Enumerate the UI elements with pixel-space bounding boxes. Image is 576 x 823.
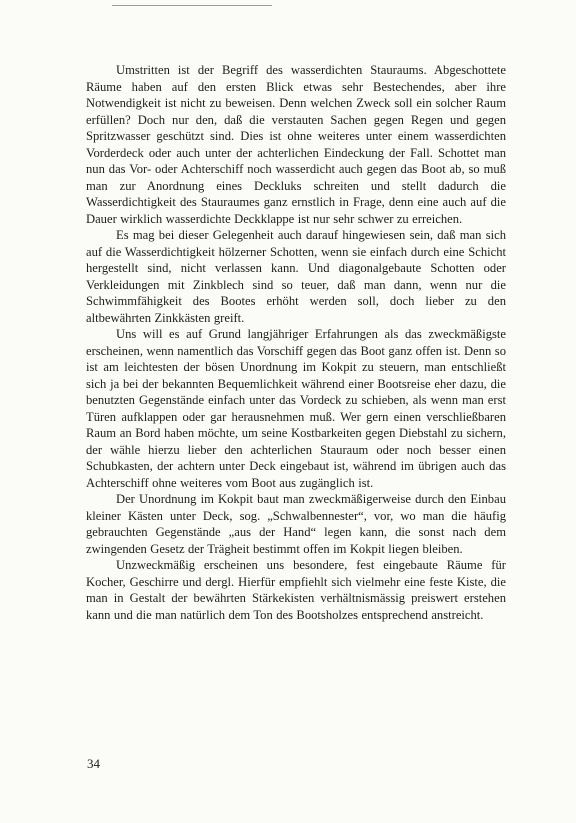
paragraph-schotten: Es mag bei dieser Gelegenheit auch darauf hingewiesen sein, daß man sich auf die Wasserdichtigkeit hölzerner Schotten, wenn sie einfach durch eine Schicht hergestellt sind, nicht verlassen kann. Und diagonalgebaute Schotten oder Verkleidungen mit Zinkblech sind so teuer, daß man dann, wenn nur die Schwimmfähigkeit des Bootes erhöht werden soll, doch lieber zu den altbewährten Zinkkästen greift. (86, 228, 506, 325)
page-number: 34 (87, 756, 100, 771)
paragraph-stauraum: Umstritten ist der Begriff des wasserdichten Stauraums. Abgeschottete Räume haben auf den ersten Blick etwas sehr Bestechendes, aber ihre Notwendigkeit ist nicht zu beweisen. Denn welchen Zweck soll ein solcher Raum erfüllen? Doch nur den, daß die verstauten Sachen gegen Regen und gegen Spritzwasser geschützt sind. Dies ist ohne weiteres unter einem wasserdichten Vorderdeck oder auch unter der achterlichen Eindeckung der Fall. Schottet man nun das Vor- oder Achterschiff noch wasserdicht auch gegen das Boot ab, so muß man zur Anordnung eines Deckluks schreiten und stellt dadurch die Wasserdichtigkeit des Stauraumes ganz ernstlich in Frage, denn eine auch auf die Dauer wirklich wasserdichte Deckklappe ist nur sehr schwer zu erreichen. (86, 63, 506, 226)
paragraph-kocher: Unzweckmäßig erscheinen uns besondere, fest eingebaute Räume für Kocher, Geschirre und dergl. Hierfür empfiehlt sich vielmehr eine feste Kiste, die man in Gestalt der bewährten Stärkekisten verhältnismässig preiswert erstehen kann und die man natürlich dem Ton des Bootsholzes entsprechend anstreicht. (86, 558, 506, 622)
paragraph-vorschiff: Uns will es auf Grund langjähriger Erfahrungen als das zweckmäßigste erscheinen, wenn namentlich das Vorschiff gegen das Boot ganz offen ist. Denn so ist am leichtesten der bösen Unordnung im Kokpit zu steuern, man entschließt sich ja bei der bekannten Bequemlichkeit während einer Bootsreise eher dazu, die benutzten Gegenstände einfach unter das Vordeck zu schieben, als wenn man erst Türen aufklappen oder gar herausnehmen muß. Wer gern einen verschließbaren Raum an Bord haben möchte, um seine Kostbarkeiten gegen Diebstahl zu sichern, der wähle hierzu lieber den achterlichen Stauraum oder noch besser einen Schubkasten, der achtern unter Deck eingebaut ist, während im übrigen auch das Achterschiff ohne weiteres vom Boot aus zugänglich ist. (86, 327, 506, 490)
body-text (86, 62, 506, 623)
paragraph-kokpit: Der Unordnung im Kokpit baut man zweckmäßigerweise durch den Einbau kleiner Kästen unter Deck, sog. „Schwalbennester“, vor, wo man die häufig gebrauchten Gegenstände „aus der Hand“ legen kann, die sonst nach dem zwingenden Gesetz der Trägheit bestimmt offen im Kokpit liegen bleiben. (86, 492, 506, 556)
top-rule (112, 5, 272, 6)
